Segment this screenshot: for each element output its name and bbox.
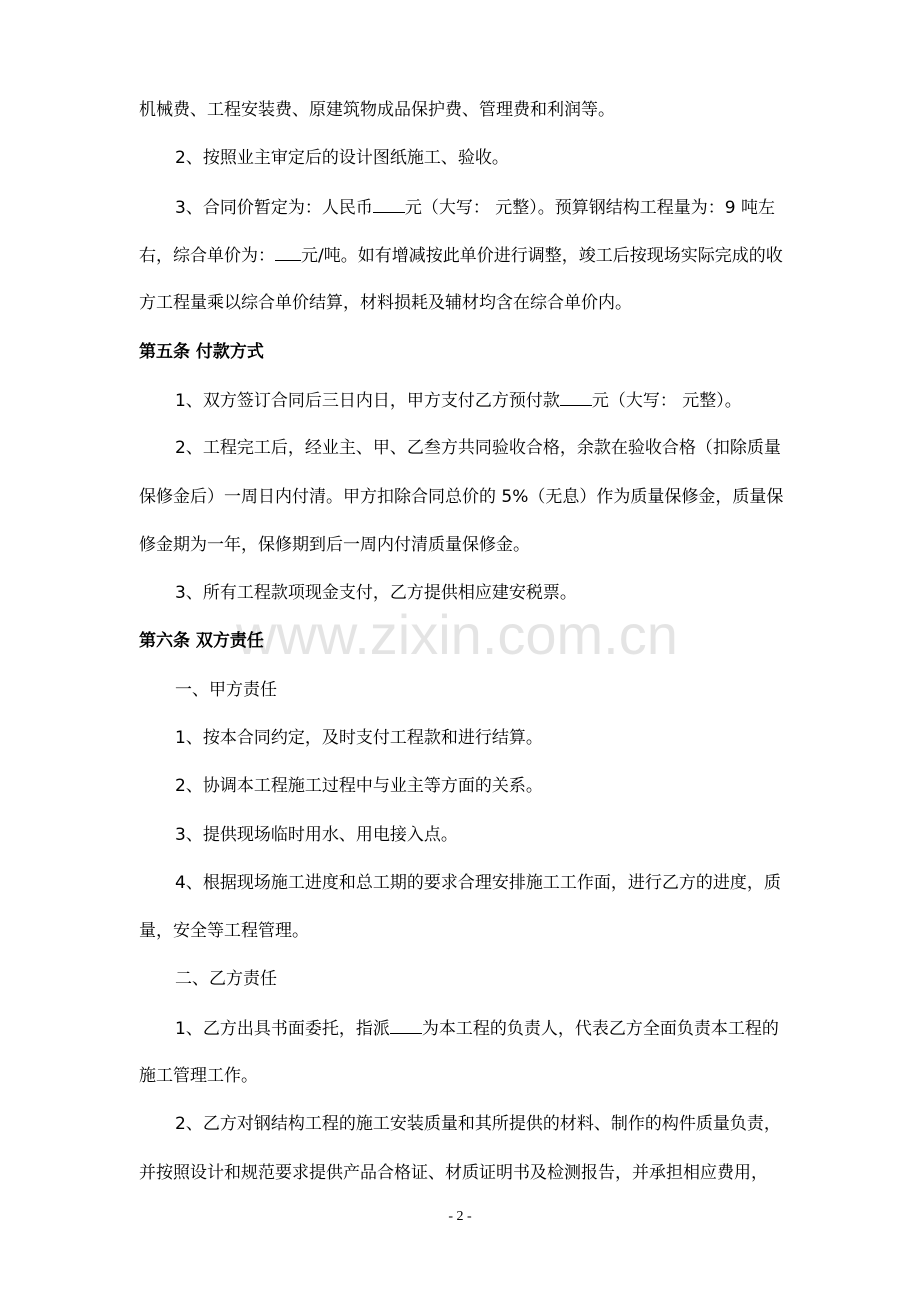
clause-text: 3、合同价暂定为：人民币 bbox=[175, 198, 373, 218]
paragraph-line: 机械费、工程安装费、原建筑物成品保护费、管理费和利润等。 bbox=[139, 100, 615, 120]
clause-text: 1、双方签订合同后三日内日，甲方支付乙方预付款 bbox=[175, 391, 560, 411]
watermark: www.zixin.com.cn bbox=[236, 603, 678, 666]
clause-text: 元（大写： 元整）。 bbox=[591, 391, 742, 411]
clause-text: 右，综合单价为： bbox=[139, 246, 275, 266]
clause-item-3 bbox=[175, 195, 775, 220]
party-b-item-2: 2、乙方对钢结构工程的施工安装质量和其所提供的材料、制作的构件质量负责， bbox=[175, 1114, 781, 1134]
clause-text: 为本工程的负责人，代表乙方全面负责本工程的 bbox=[421, 1019, 779, 1039]
payment-item-2: 2、工程完工后，经业主、甲、乙叁方共同验收合格，余款在验收合格（扣除质量 bbox=[175, 438, 781, 458]
unit-price-blank bbox=[275, 243, 301, 261]
section-heading-5: 第五条 付款方式 bbox=[139, 342, 264, 362]
subsection-heading-party-b: 二、乙方责任 bbox=[175, 969, 277, 989]
paragraph-line: 并按照设计和规范要求提供产品合格证、材质证明书及检测报告，并承担相应费用， bbox=[139, 1163, 768, 1183]
page-number: - 2 - bbox=[448, 1209, 472, 1224]
clause-text: 1、乙方出具书面委托，指派 bbox=[175, 1019, 390, 1039]
paragraph-line: 量，安全等工程管理。 bbox=[139, 921, 309, 941]
paragraph-line bbox=[139, 243, 783, 268]
party-a-item-1: 1、按本合同约定，及时支付工程款和进行结算。 bbox=[175, 728, 543, 748]
clause-text: 元/吨。如有增减按此单价进行调整，竣工后按现场实际完成的收 bbox=[301, 246, 783, 266]
clause-item-2: 2、按照业主审定后的设计图纸施工、验收。 bbox=[175, 148, 509, 168]
party-a-item-3: 3、提供现场临时用水、用电接入点。 bbox=[175, 825, 458, 845]
party-a-item-2: 2、协调本工程施工过程中与业主等方面的关系。 bbox=[175, 776, 543, 796]
paragraph-line: 施工管理工作。 bbox=[139, 1066, 258, 1086]
paragraph-line: 保修金后）一周日内付清。甲方扣除合同总价的 5%（无息）作为质量保修金，质量保 bbox=[139, 487, 784, 507]
party-a-item-4: 4、根据现场施工进度和总工期的要求合理安排施工工作面，进行乙方的进度，质 bbox=[175, 873, 781, 893]
contract-price-blank bbox=[373, 195, 405, 213]
paragraph-line: 方工程量乘以综合单价结算，材料损耗及辅材均含在综合单价内。 bbox=[139, 293, 632, 313]
clause-text: 元（大写： 元整）。预算钢结构工程量为：9 吨左 bbox=[404, 198, 775, 218]
section-heading-6: 第六条 双方责任 bbox=[139, 631, 264, 651]
advance-payment-blank bbox=[560, 388, 592, 406]
subsection-heading-party-a: 一、甲方责任 bbox=[175, 680, 277, 700]
party-b-item-1 bbox=[175, 1016, 779, 1041]
responsible-person-blank bbox=[390, 1016, 422, 1034]
paragraph-line: 修金期为一年，保修期到后一周内付清质量保修金。 bbox=[139, 535, 530, 555]
payment-item-1 bbox=[175, 388, 742, 413]
payment-item-3: 3、所有工程款项现金支付，乙方提供相应建安税票。 bbox=[175, 583, 577, 603]
